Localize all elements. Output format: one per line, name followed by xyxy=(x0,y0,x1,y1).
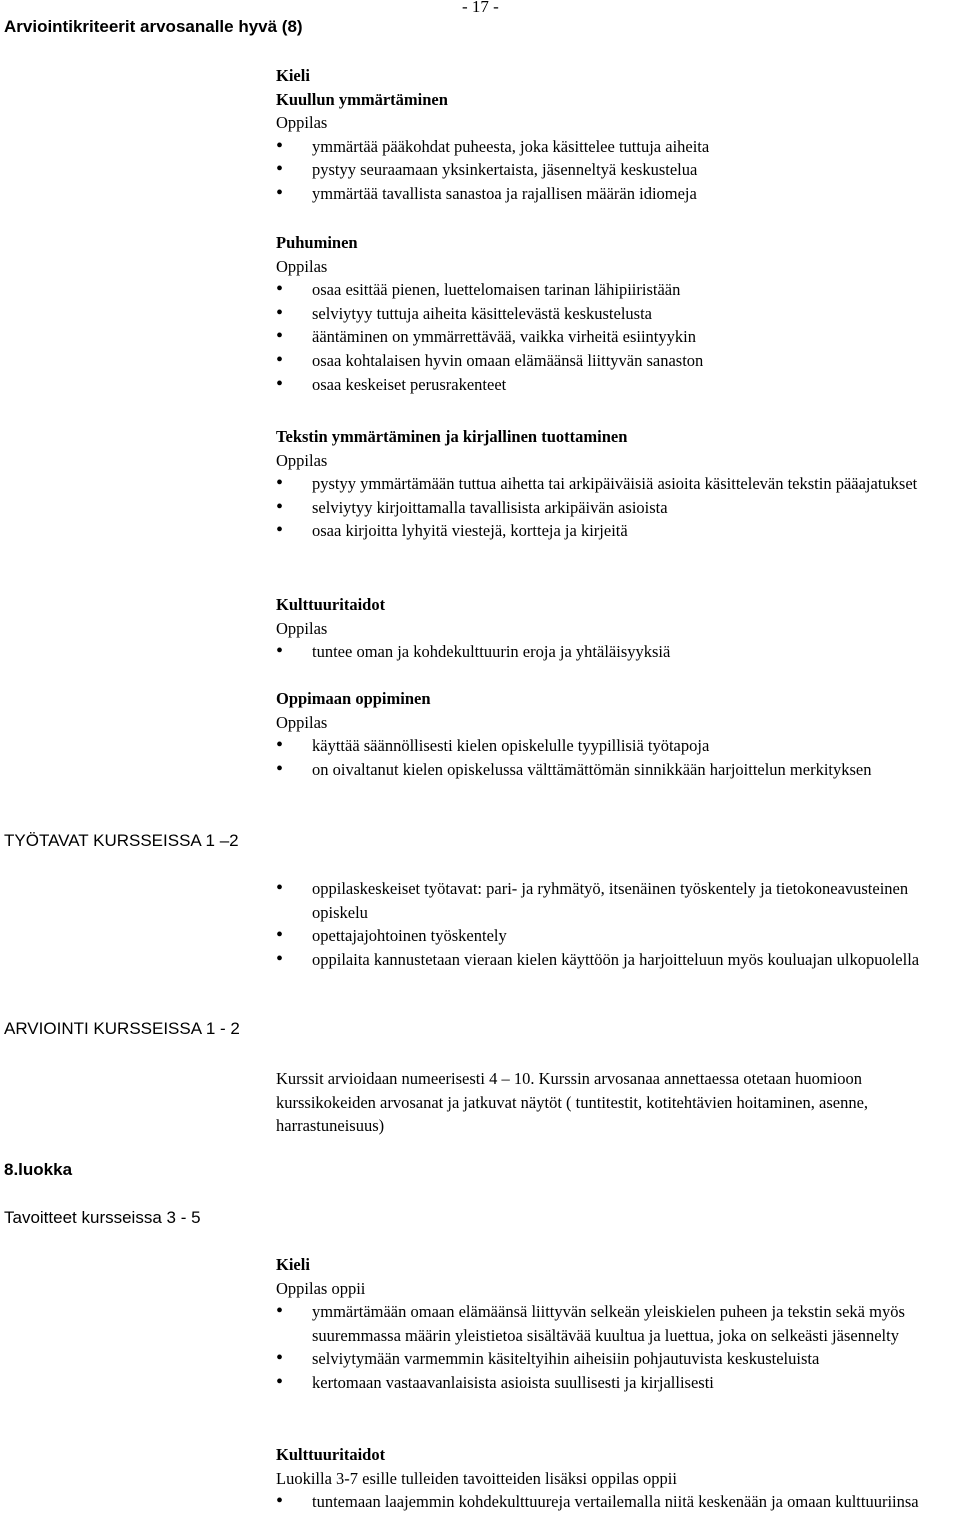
section-heading: Kulttuuritaidot xyxy=(276,1445,386,1464)
list-item: • tuntee oman ja kohdekulttuurin eroja ja yhtäläisyyksiä xyxy=(276,640,960,664)
section-oppimaan xyxy=(276,687,960,781)
list-item: • osaa esittää pienen, luettelomaisen tarinan lähipiiristään xyxy=(276,278,960,302)
list-item: • osaa kirjoitta lyhyitä viestejä, kortteja ja kirjeitä xyxy=(276,519,960,543)
list-item: • tuntemaan laajemmin kohdekulttuureja vertailemalla niitä keskenään ja omaan kulttuuriinsa xyxy=(276,1490,960,1514)
bullet-list xyxy=(276,877,960,971)
list-item: • selviytymään varmemmin käsiteltyihin aiheisiin pohjautuvista keskusteluista xyxy=(276,1347,960,1371)
list-item: • selviytyy kirjoittamalla tavallisista arkipäivän asioista xyxy=(276,496,960,520)
list-item: • ääntäminen on ymmärrettävää, vaikka virheitä esiintyykin xyxy=(276,325,960,349)
list-item: • selviytyy tuttuja aiheita käsittelevästä keskustelusta xyxy=(276,302,960,326)
section-subject: Oppilas xyxy=(276,450,328,470)
tavoitteet-label: Tavoitteet kursseissa 3 - 5 xyxy=(4,1208,201,1227)
list-item: • ymmärtää pääkohdat puheesta, joka käsittelee tuttuja aiheita xyxy=(276,135,960,159)
section-subject: Luokilla 3-7 esille tulleiden tavoitteiden lisäksi oppilas oppii xyxy=(276,1468,677,1488)
list-item: • ymmärtämään omaan elämäänsä liittyvän selkeän yleiskielen puheen ja tekstin sekä myös suuremmassa määrin yleistietoa sisältävää kuultua ja luettua, joka on selkeästi jäsennelty xyxy=(276,1300,960,1347)
section-kieli xyxy=(276,64,960,206)
list-item: • kertomaan vastaavanlaisista asioista suullisesti ja kirjallisesti xyxy=(276,1371,960,1395)
bullet-list xyxy=(276,1490,960,1514)
section-tyotavat xyxy=(276,877,960,971)
bullet-list xyxy=(276,472,960,543)
section-kulttuuri xyxy=(276,593,960,664)
tyotavat-label: TYÖTAVAT KURSSEISSA 1 –2 xyxy=(4,831,239,850)
list-item: • käyttää säännöllisesti kielen opiskelulle tyypillisiä työtapoja xyxy=(276,734,960,758)
section-heading: Kieli xyxy=(276,1255,310,1274)
list-item: • opettajajohtoinen työskentely xyxy=(276,924,960,948)
section-subject: Oppilas oppii xyxy=(276,1278,366,1298)
section-heading: Kulttuuritaidot xyxy=(276,595,386,614)
section-arviointi xyxy=(276,1067,960,1138)
section-heading: Kieli xyxy=(276,66,310,85)
section-subject: Oppilas xyxy=(276,256,328,276)
list-item: • on oivaltanut kielen opiskelussa välttämättömän sinnikkään harjoittelun merkityksen xyxy=(276,758,960,782)
bullet-list xyxy=(276,1300,960,1394)
grade-label: 8.luokka xyxy=(4,1160,73,1179)
list-item: • osaa keskeiset perusrakenteet xyxy=(276,373,960,397)
list-item: • pystyy ymmärtämään tuttua aihetta tai arkipäiväisiä asioita käsittelevän tekstin pääajatukset xyxy=(276,472,960,496)
section-teksti xyxy=(276,425,960,543)
section-kieli-2 xyxy=(276,1253,960,1395)
bullet-list xyxy=(276,135,960,206)
page-number: - 17 - xyxy=(462,0,499,16)
criteria-title: Arviointikriteerit arvosanalle hyvä (8) xyxy=(4,17,303,36)
section-kulttuuri-2 xyxy=(276,1443,960,1514)
section-subject: Oppilas xyxy=(276,712,328,732)
list-item: • ymmärtää tavallista sanastoa ja rajallisen määrän idiomeja xyxy=(276,182,960,206)
list-item: • osaa kohtalaisen hyvin omaan elämäänsä liittyvän sanaston xyxy=(276,349,960,373)
list-item: • oppilaskeskeiset työtavat: pari- ja ryhmätyö, itsenäinen työskentely ja tietokoneavusteinen opiskelu xyxy=(276,877,960,924)
list-item: • pystyy seuraamaan yksinkertaista, jäsenneltyä keskustelua xyxy=(276,158,960,182)
section-puhuminen xyxy=(276,231,960,396)
section-heading: Tekstin ymmärtäminen ja kirjallinen tuottaminen xyxy=(276,427,628,446)
section-subject: Oppilas xyxy=(276,618,328,638)
arviointi-paragraph: Kurssit arvioidaan numeerisesti 4 – 10. Kurssin arvosanaa annettaessa otetaan huomioon kurssikokeiden arvosanat ja jatkuvat näytöt ( tuntitestit, kotitehtävien hoitaminen, asenne, harrastuneisuus) xyxy=(276,1069,869,1136)
bullet-list xyxy=(276,640,960,664)
section-heading: Puhuminen xyxy=(276,233,358,252)
bullet-list xyxy=(276,278,960,396)
section-subheading: Kuullun ymmärtäminen xyxy=(276,89,448,109)
arviointi-label: ARVIOINTI KURSSEISSA 1 - 2 xyxy=(4,1019,240,1038)
list-item: • oppilaita kannustetaan vieraan kielen käyttöön ja harjoitteluun myös kouluajan ulkopuolella xyxy=(276,948,960,972)
section-heading: Oppimaan oppiminen xyxy=(276,689,431,708)
section-subject: Oppilas xyxy=(276,113,328,133)
bullet-list xyxy=(276,734,960,781)
